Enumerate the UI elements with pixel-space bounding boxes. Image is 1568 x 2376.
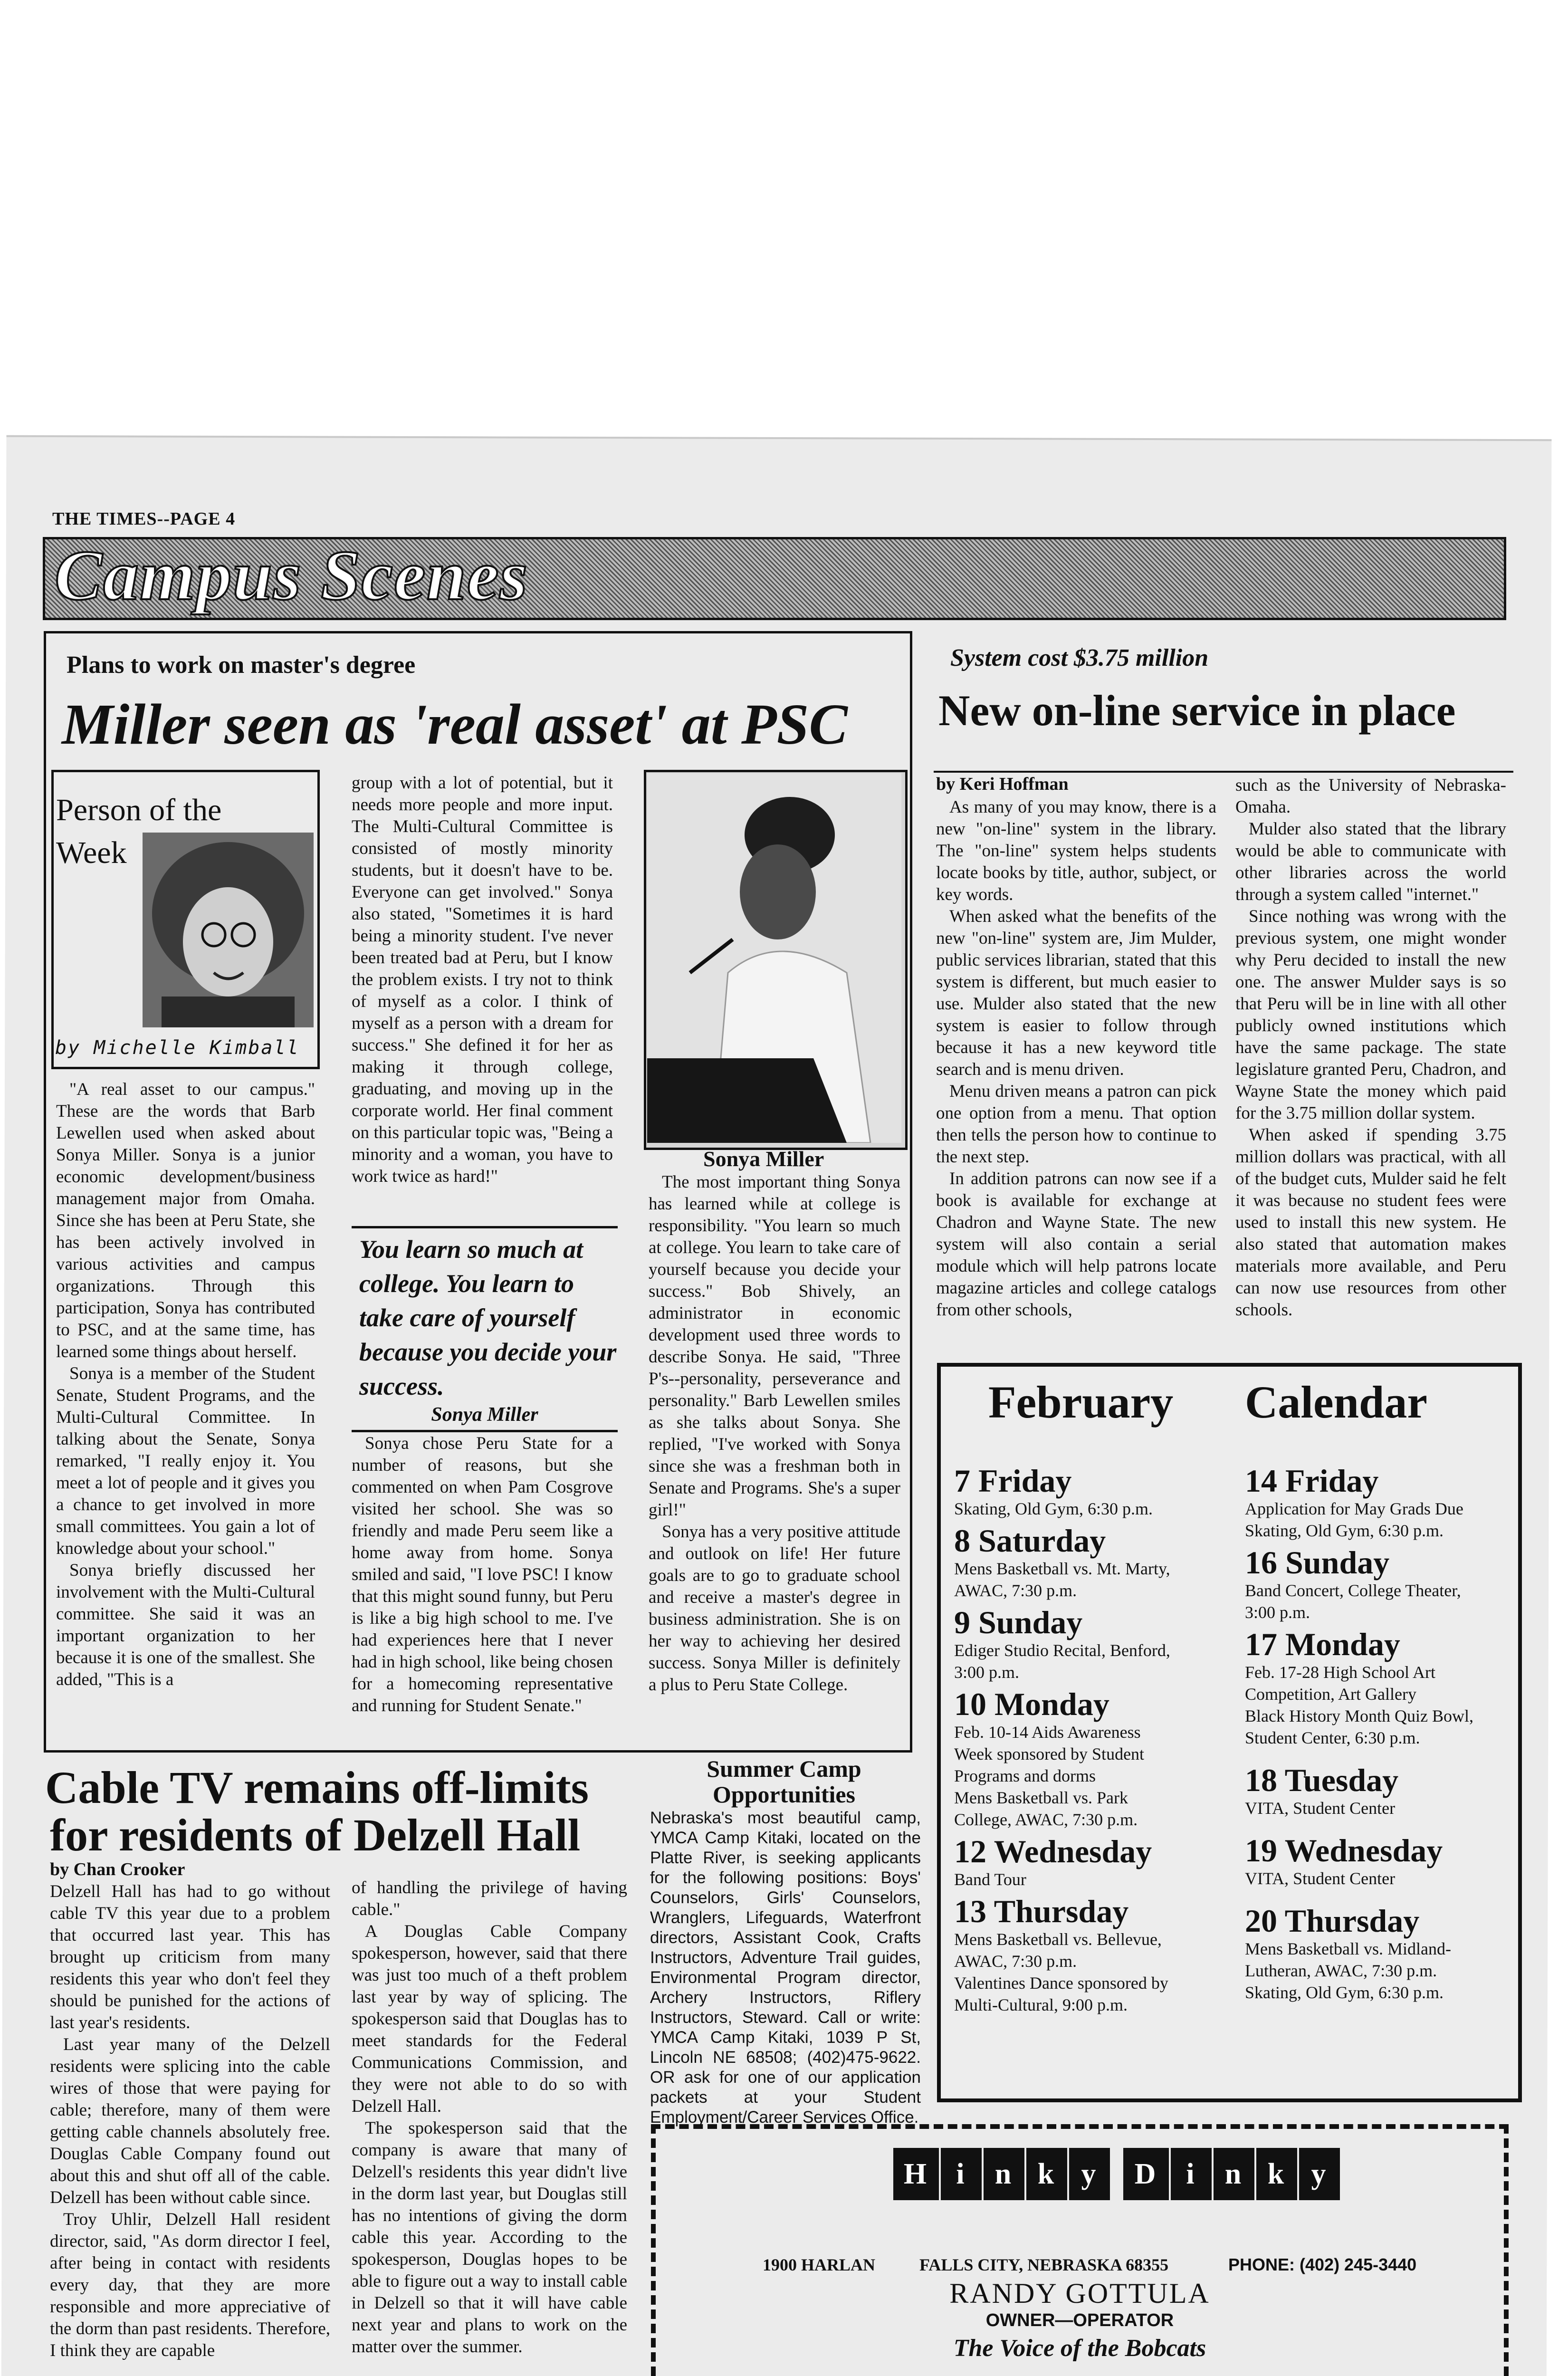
pow-label-line2: Week	[56, 835, 127, 870]
cable-col2-p2: A Douglas Cable Company spokesperson, however, said that there was just too much of a theft problem last year by way of splicing. The spokesperson said that Douglas has to meet standards for the Federal Communications Commission, and they were not able to do so with Delzell Hall.	[352, 1922, 627, 2116]
barb-lewellen-photo	[143, 833, 314, 1027]
sonya-photo-caption: Sonya Miller	[703, 1147, 824, 1171]
miller-col1-p3: Sonya briefly discussed her involvement with the Multi-Cultural committee. She said it was an important organization to her because it is one of the smallest. She added, "This is a	[56, 1561, 315, 1689]
calendar-day: 10 Monday	[954, 1686, 1109, 1722]
logo-letter: k	[1256, 2148, 1297, 2200]
calendar-events: Mens Basketball vs. Midland- Lutheran, AWAC, 7:30 p.m. Skating, Old Gym, 6:30 p.m.	[1245, 1939, 1451, 2002]
camp-title-line2: Opportunities	[712, 1781, 856, 1808]
logo-letter: H	[893, 2148, 939, 2200]
online-col2-p2: Mulder also stated that the library would be able to communicate with other libraries across the world through a system called "internet."	[1235, 819, 1506, 904]
camp-title	[649, 1756, 919, 1807]
calendar-day: 9 Sunday	[954, 1604, 1083, 1640]
miller-col3-p1: The most important thing Sonya has learned while at college is responsibility. "You learn so much at college. You learn to take care of yourself because you decide your success." Bob Shively, an administrator in economic development used three words to describe Sonya. He said, "Three P's--personality, perseverance and personality." Barb Lewellen smiles as she talks about Sonya. She replied, "I've worked with Sonya since she was a freshman both in Senate and Programs. She's a super girl!"	[649, 1172, 900, 1520]
cable-col1-p3: Troy Uhlir, Delzell Hall resident director, said, "As dorm director I feel, after being in contact with residents every day, that they are more responsible and more appreciative of the dorm than past residents. Therefore, I think they are capable	[50, 2210, 330, 2360]
miller-kicker: Plans to work on master's degree	[67, 651, 416, 679]
calendar-title: Calendar	[1245, 1377, 1427, 1428]
cable-headline-line1: Cable TV remains off-limits	[45, 1762, 589, 1813]
online-col2-p4: When asked if spending 3.75 million dollars was practical, with all of the budget cuts, Mulder said he felt it was because no student fees were used to install this new system. He also stated that automation makes materials more available, and Peru can now use resources from other schools.	[1235, 1125, 1506, 1320]
calendar-events: Mens Basketball vs. Bellevue, AWAC, 7:30 p.m. Valentines Dance sponsored by Multi-Cultural, 9:00 p.m.	[954, 1930, 1168, 2014]
calendar-events: VITA, Student Center	[1245, 1869, 1396, 1888]
calendar-events: Band Tour	[954, 1870, 1026, 1889]
cable-col2	[352, 1877, 627, 2358]
calendar-events: Skating, Old Gym, 6:30 p.m.	[954, 1499, 1153, 1518]
ad-address: 1900 HARLAN	[763, 2255, 876, 2274]
calendar-events: Ediger Studio Recital, Benford, 3:00 p.m.	[954, 1641, 1170, 1682]
ad-phone: PHONE: (402) 245-3440	[1228, 2255, 1417, 2274]
calendar-day: 20 Thursday	[1245, 1903, 1420, 1939]
online-col1-p1: As many of you may know, there is a new "on-line" system in the library. The "on-line" system helps students locate books by title, author, subject, or key words.	[936, 797, 1216, 904]
miller-byline: by Michelle Kimball	[55, 1037, 300, 1059]
miller-col1-p1: "A real asset to our campus." These are the words that Barb Lewellen used when asked about Sonya Miller. Sonya is a junior economic development/business management major from Omaha. Since she has been at Peru State, she has been actively involved in various activities and campus organizations. Through this participation, Sonya has contributed to PSC, and at the same time, has learned some things about herself.	[56, 1080, 315, 1361]
online-headline: New on-line service in place	[938, 686, 1456, 735]
calendar-events: Mens Basketball vs. Mt. Marty, AWAC, 7:30 p.m.	[954, 1559, 1170, 1600]
calendar-left-column	[954, 1464, 1220, 2016]
online-col2-p3: Since nothing was wrong with the previous system, one might wonder why Peru decided to install the new one. The answer Mulder says is so that Peru will be in line with all other publicly owned institutions which have the same package. The state legislature granted Peru, Chadron, and Wayne State the money which paid for the 3.75 million dollar system.	[1235, 907, 1506, 1123]
ad-owner-title: OWNER—OPERATOR	[985, 2310, 1174, 2330]
online-col1-p4: In addition patrons can now see if a book is available for exchange at Chadron and Wayne State. The new system will also contain a serial module which will help patrons locate magazine articles and college catalogs from other schools,	[936, 1169, 1216, 1320]
sonya-miller-photo	[647, 773, 901, 1143]
section-title: Campus Scenes	[55, 536, 528, 615]
calendar-events: Application for May Grads Due Skating, Old Gym, 6:30 p.m.	[1245, 1499, 1463, 1540]
miller-col3	[649, 1171, 900, 1696]
logo-letter: k	[1026, 2148, 1067, 2200]
page-header: THE TIMES--PAGE 4	[52, 509, 236, 529]
cable-col2-p3: The spokesperson said that the company is aware that many of Delzell's residents this year didn't live in the dorm last year, but Douglas still has no intentions of giving the dorm cable this year. According to the spokesperson, Douglas hopes to be able to figure out a way to install cable in Delzell so that it will have cable next year and plans to work on the matter over the summer.	[352, 2118, 627, 2357]
miller-col2-top	[352, 772, 613, 1188]
calendar-events: Feb. 17-28 High School Art Competition, Art Gallery Black History Month Quiz Bowl, Student Center, 6:30 p.m.	[1245, 1663, 1473, 1747]
logo-letter: y	[1069, 2148, 1110, 2200]
pow-label-line1: Person of the	[56, 793, 222, 827]
hinky-dinky-logo	[893, 2148, 1340, 2200]
cable-byline: by Chan Crooker	[50, 1859, 185, 1879]
calendar-right-column	[1245, 1464, 1509, 2003]
calendar-events: Band Concert, College Theater, 3:00 p.m.	[1245, 1581, 1461, 1622]
calendar-day: 16 Sunday	[1245, 1544, 1390, 1581]
online-rule	[934, 771, 1513, 773]
calendar-day: 13 Thursday	[954, 1893, 1129, 1929]
cable-headline-line2: for residents of Delzell Hall	[50, 1810, 581, 1860]
cable-col1-p2: Last year many of the Delzell residents were splicing into the cable wires of those that were paying for cable; therefore, many of them were getting cable channels absolutely free. Douglas Cable Company found out about this and shut off all of the cable. Delzell has been without cable since.	[50, 2035, 330, 2207]
calendar-day: 12 Wednesday	[954, 1833, 1152, 1869]
camp-body: Nebraska's most beautiful camp, YMCA Camp Kitaki, located on the Platte River, is seeking applicants for the following positions: Boys' Counselors, Girls' Counselors, Wranglers, Lifeguards, Waterfront directors, Assistant Cook, Crafts Instructors, Adventure Trail guides, Environmental Program director, Archery Instructors, Riflery Instructors, Steward. Call or write: YMCA Camp Kitaki, 1039 P St, Lincoln NE 68508; (402)475-9622. OR ask for one of our application packets at your Student Employment/Career Services Office.	[650, 1809, 921, 2127]
miller-col1-p2: Sonya is a member of the Student Senate, Student Programs, and the Multi-Cultural Committee. In talking about the Senate, Sonya remarked, "I really enjoy it. You meet a lot of people and it gives you a chance to get involved in more small committees. You gain a lot of knowledge about your school."	[56, 1364, 315, 1558]
cable-col1	[50, 1881, 330, 2362]
miller-col1	[56, 1079, 315, 1691]
logo-letter: y	[1299, 2148, 1340, 2200]
ad-city: FALLS CITY, NEBRASKA 68355	[919, 2255, 1169, 2274]
calendar-day: 19 Wednesday	[1245, 1832, 1443, 1868]
miller-col2-bottom-text: Sonya chose Peru State for a number of reasons, but she commented on when Pam Cosgrove visited her school. She was so friendly and made Peru seem like a home away from home. Sonya smiled and said, "I love PSC! I know that this might sound funny, but Peru is like a big high school to me. I've had experiences here that I never had in high school, like being chosen for a homecoming representative and running for Student Senate."	[352, 1434, 613, 1715]
calendar-day: 8 Saturday	[954, 1523, 1106, 1559]
miller-col2-bottom	[352, 1433, 613, 1717]
pull-quote-box	[352, 1226, 618, 1432]
calendar-title-month: February	[988, 1377, 1174, 1428]
miller-col2-top-text: group with a lot of potential, but it needs more people and more input. The Multi-Cultural Committee is consisted of mostly minority students, but it doesn't have to be. Everyone can get involved." Sonya also stated, "Sometimes it is hard being a minority student. I've never been treated bad at Peru, but I know the problem exists. I try not to think of myself as a color. I think of myself as a person with a dream for success." She defined it for her as making it through college, graduating, and moving up in the corporate world. Her final comment on this particular topic was, "Being a minority and a woman, you have to work twice as hard!"	[352, 773, 613, 1186]
cable-col2-p1: of handling the privilege of having cable."	[352, 1878, 627, 1919]
logo-letter: n	[984, 2148, 1024, 2200]
calendar-day: 18 Tuesday	[1245, 1762, 1399, 1798]
logo-letter: i	[941, 2148, 982, 2200]
ad-tagline: The Voice of the Bobcats	[953, 2335, 1206, 2362]
logo-letter: D	[1123, 2148, 1169, 2200]
online-col1	[936, 796, 1216, 1321]
calendar-events: VITA, Student Center	[1245, 1799, 1396, 1818]
calendar-day: 17 Monday	[1245, 1626, 1400, 1662]
cable-col1-p1: Delzell Hall has had to go without cable TV this year due to a problem that occurred last year. This has brought up criticism from many residents this year who don't feel they should be punished for the actions of last year's residents.	[50, 1882, 330, 2032]
ad-owner: RANDY GOTTULA	[949, 2278, 1210, 2309]
pull-quote-attribution: Sonya Miller	[431, 1404, 538, 1426]
miller-headline: Miller seen as 'real asset' at PSC	[62, 692, 848, 757]
camp-title-line1: Summer Camp	[707, 1755, 861, 1782]
online-byline: by Keri Hoffman	[936, 774, 1069, 794]
calendar-events: Feb. 10-14 Aids Awareness Week sponsored by Student Programs and dorms Mens Basketball vs. Park College, AWAC, 7:30 p.m.	[954, 1723, 1145, 1829]
online-col2	[1235, 775, 1506, 1321]
online-kicker: System cost $3.75 million	[950, 644, 1209, 671]
online-col1-p3: Menu driven means a patron can pick one option from a menu. That option then tells the person how to continue to the next step.	[936, 1082, 1216, 1167]
online-col2-p1: such as the University of Nebraska-Omaha.	[1235, 776, 1506, 817]
logo-letter: n	[1214, 2148, 1254, 2200]
logo-letter: i	[1171, 2148, 1212, 2200]
calendar-day: 7 Friday	[954, 1463, 1072, 1499]
online-col1-p2: When asked what the benefits of the new "on-line" system are, Jim Mulder, public services librarian, stated that this system is different, but much easier to use. Mulder also stated that the new system is easier to follow through because it has a new keyword title search and is menu driven.	[936, 907, 1216, 1079]
miller-col3-p2: Sonya has a very positive attitude and outlook on life! Her future goals are to go to graduate school and receive a master's degree in business administration. She is on her way to achieving her desired success. Sonya Miller is definitely a plus to Peru State College.	[649, 1522, 900, 1695]
pull-quote: You learn so much at college. You learn to take care of yourself because you decide your success.	[359, 1235, 617, 1400]
calendar-day: 14 Friday	[1245, 1463, 1379, 1499]
